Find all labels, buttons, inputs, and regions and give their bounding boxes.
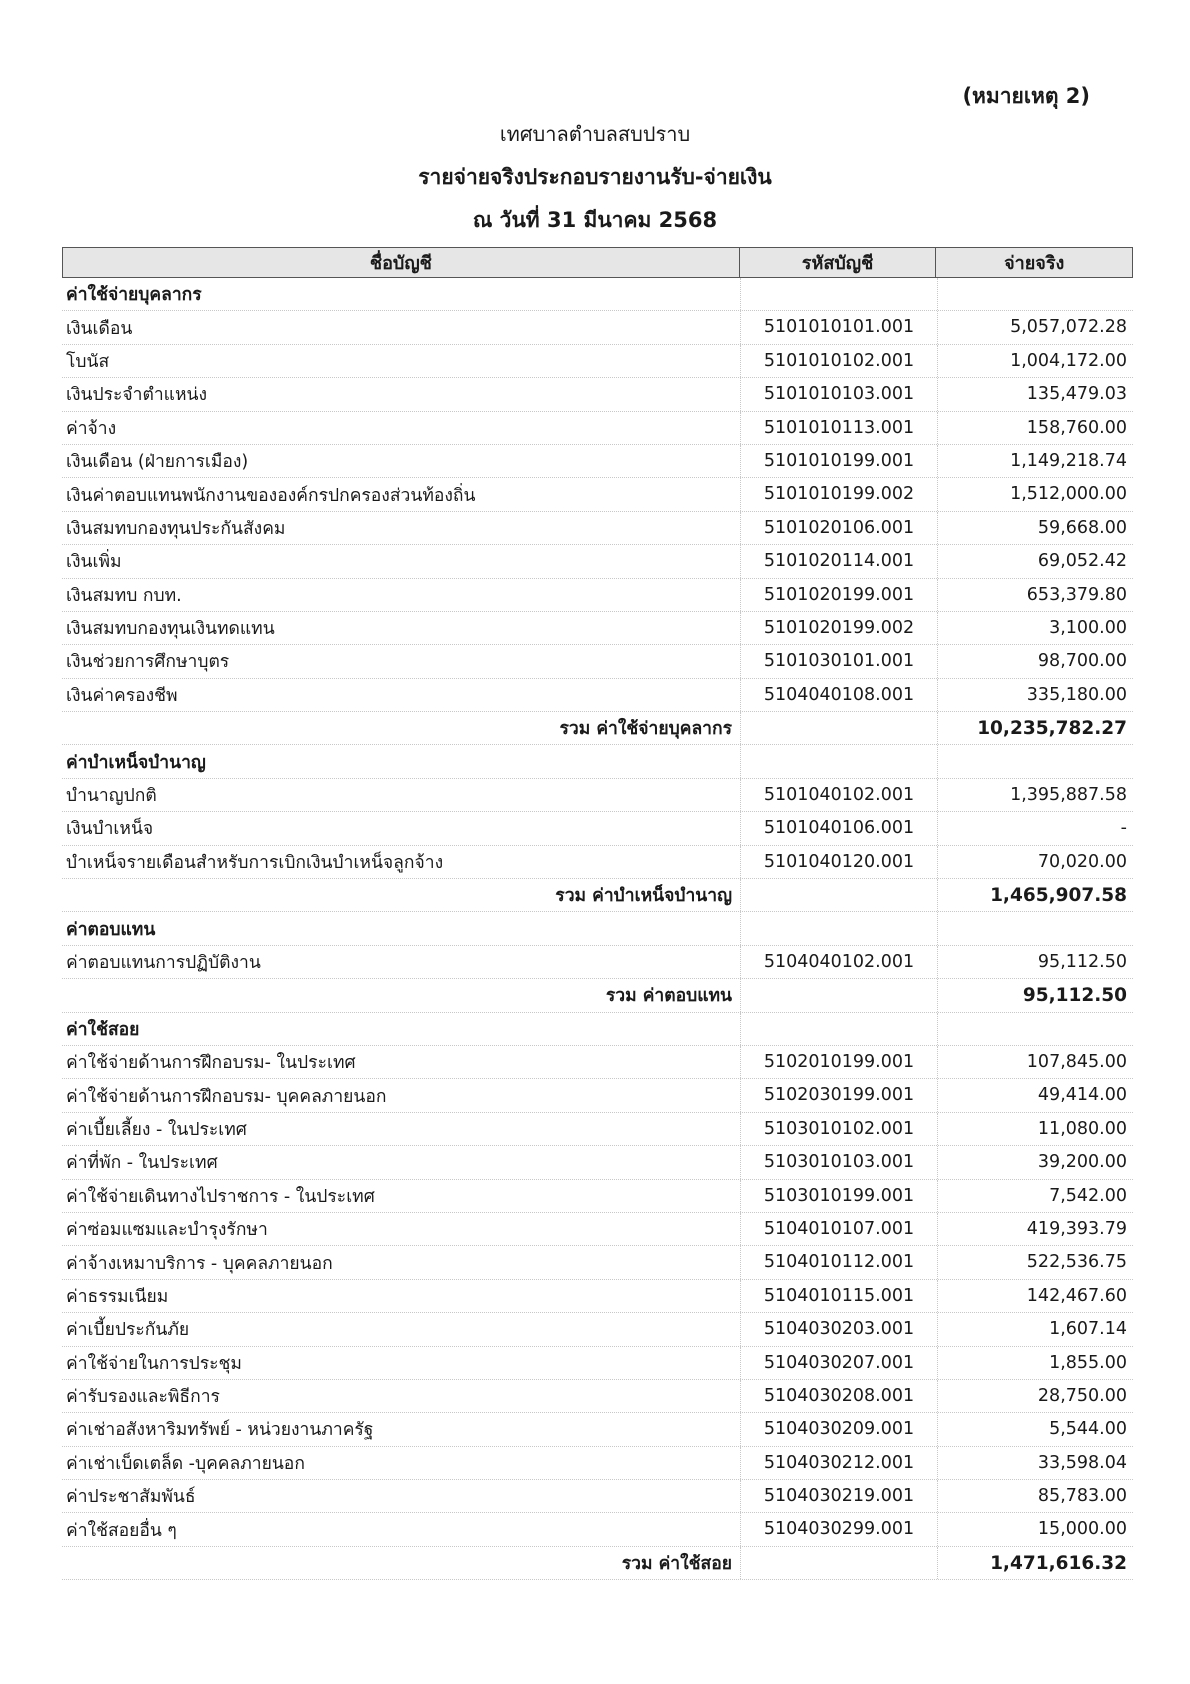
table-row	[62, 1180, 1133, 1213]
table-body	[62, 278, 1133, 1580]
account-name-cell: เงินสมทบกองทุนประกันสังคม	[66, 518, 286, 539]
account-name-cell: ค่าเบี้ยประกันภัย	[66, 1320, 190, 1341]
category-row	[62, 912, 1133, 945]
account-name-cell: ค่ารับรองและพิธีการ	[66, 1387, 220, 1408]
amount-cell: 1,465,907.58	[937, 879, 1133, 911]
amount-cell: 419,393.79	[937, 1213, 1133, 1245]
account-name-cell: ค่าเบี้ยเลี้ยง - ในประเทศ	[66, 1119, 247, 1140]
account-code-cell: 5101010113.001	[740, 412, 937, 444]
account-code-cell: 5103010103.001	[740, 1146, 937, 1178]
account-name-cell: บำนาญปกติ	[66, 786, 157, 807]
account-code-cell	[740, 745, 937, 777]
amount-cell: 5,544.00	[937, 1413, 1133, 1445]
table-row	[62, 1146, 1133, 1179]
account-name-cell: เงินบำเหน็จ	[66, 819, 154, 840]
amount-cell: 49,414.00	[937, 1079, 1133, 1111]
table-row	[62, 645, 1133, 678]
account-name-cell: ค่าซ่อมแซมและบำรุงรักษา	[66, 1220, 268, 1241]
account-code-cell: 5101020114.001	[740, 545, 937, 577]
account-code-cell: 5101040102.001	[740, 779, 937, 811]
account-name-cell: ค่าตอบแทน	[66, 919, 156, 940]
account-code-cell: 5104010115.001	[740, 1280, 937, 1312]
account-code-cell: 5104030209.001	[740, 1413, 937, 1445]
account-name-cell: เงินสมทบ กบท.	[66, 585, 182, 606]
table-row	[62, 478, 1133, 511]
amount-cell: -	[937, 812, 1133, 844]
amount-cell: 10,235,782.27	[937, 712, 1133, 744]
report-date: ณ วันที่ 31 มีนาคม 2568	[472, 208, 718, 232]
subtotal-row	[62, 979, 1133, 1012]
header-account-name: ชื่อบัญชี	[63, 248, 740, 277]
account-code-cell: 5101040106.001	[740, 812, 937, 844]
report-title: รายจ่ายจริงประกอบรายงานรับ-จ่ายเงิน	[418, 165, 772, 189]
amount-cell: 335,180.00	[937, 679, 1133, 711]
account-name-cell: เงินช่วยการศึกษาบุตร	[66, 652, 230, 673]
account-code-cell: 5101020199.001	[740, 579, 937, 611]
amount-cell: 28,750.00	[937, 1380, 1133, 1412]
account-name-cell: ค่าธรรมเนียม	[66, 1286, 169, 1307]
category-row	[62, 1013, 1133, 1046]
account-name-cell: เงินเดือน	[66, 318, 133, 339]
account-code-cell	[740, 912, 937, 944]
account-name-cell: เงินประจำตำแหน่ง	[66, 385, 207, 406]
subtotal-row	[62, 1547, 1133, 1580]
table-row	[62, 1413, 1133, 1446]
account-code-cell: 5104030208.001	[740, 1380, 937, 1412]
account-code-cell: 5104040108.001	[740, 679, 937, 711]
amount-cell: 59,668.00	[937, 512, 1133, 544]
amount-cell	[937, 278, 1133, 310]
account-code-cell: 5101010199.002	[740, 478, 937, 510]
account-code-cell: 5101020106.001	[740, 512, 937, 544]
amount-cell: 95,112.50	[937, 946, 1133, 978]
account-code-cell: 5104030207.001	[740, 1347, 937, 1379]
account-name-cell: ค่าใช้จ่ายด้านการฝึกอบรม- ในประเทศ	[66, 1053, 356, 1074]
account-code-cell: 5101040120.001	[740, 846, 937, 878]
amount-cell: 1,607.14	[937, 1313, 1133, 1345]
amount-cell: 95,112.50	[937, 979, 1133, 1011]
table-row	[62, 345, 1133, 378]
account-code-cell	[740, 879, 937, 911]
amount-cell: 11,080.00	[937, 1113, 1133, 1145]
table-row	[62, 512, 1133, 545]
table-row	[62, 1213, 1133, 1246]
account-code-cell: 5101010101.001	[740, 311, 937, 343]
table-row	[62, 378, 1133, 411]
account-name-cell: เงินสมทบกองทุนเงินทดแทน	[66, 619, 275, 640]
table-row	[62, 612, 1133, 645]
category-row	[62, 278, 1133, 311]
amount-cell: 158,760.00	[937, 412, 1133, 444]
amount-cell: 135,479.03	[937, 378, 1133, 410]
table-row	[62, 545, 1133, 578]
account-name-cell: ค่าใช้จ่ายบุคลากร	[66, 285, 202, 306]
table-row	[62, 311, 1133, 344]
table-row	[62, 1046, 1133, 1079]
table-row	[62, 779, 1133, 812]
account-name-cell: ค่าจ้าง	[66, 418, 117, 439]
organization-name: เทศบาลตำบลสบปราบ	[499, 122, 691, 146]
amount-cell: 1,471,616.32	[937, 1547, 1133, 1579]
amount-cell: 69,052.42	[937, 545, 1133, 577]
table-header	[62, 247, 1133, 278]
account-code-cell: 5103010102.001	[740, 1113, 937, 1145]
account-code-cell: 5101010199.001	[740, 445, 937, 477]
table-row	[62, 946, 1133, 979]
account-code-cell: 5102030199.001	[740, 1079, 937, 1111]
table-row	[62, 1313, 1133, 1346]
table-row	[62, 1113, 1133, 1146]
table-row	[62, 1513, 1133, 1546]
account-code-cell: 5104010107.001	[740, 1213, 937, 1245]
account-name-cell: รวม ค่าใช้จ่ายบุคลากร	[559, 719, 732, 740]
amount-cell	[937, 912, 1133, 944]
amount-cell: 142,467.60	[937, 1280, 1133, 1312]
account-name-cell: ค่าบำเหน็จบำนาญ	[66, 752, 206, 773]
table-row	[62, 1380, 1133, 1413]
account-name-cell: ค่าใช้สอย	[66, 1019, 140, 1040]
account-name-cell: รวม ค่าใช้สอย	[621, 1554, 732, 1575]
amount-cell: 7,542.00	[937, 1180, 1133, 1212]
amount-cell	[937, 745, 1133, 777]
account-name-cell: โบนัส	[66, 351, 110, 372]
table-row	[62, 846, 1133, 879]
amount-cell: 15,000.00	[937, 1513, 1133, 1545]
account-name-cell: เงินค่าตอบแทนพนักงานขององค์กรปกครองส่วนท้องถิ่น	[66, 485, 476, 506]
table-row	[62, 412, 1133, 445]
account-code-cell: 5101020199.002	[740, 612, 937, 644]
table-row	[62, 1347, 1133, 1380]
category-row	[62, 745, 1133, 778]
table-row	[62, 579, 1133, 612]
account-code-cell: 5103010199.001	[740, 1180, 937, 1212]
amount-cell: 33,598.04	[937, 1447, 1133, 1479]
amount-cell: 1,512,000.00	[937, 478, 1133, 510]
account-name-cell: รวม ค่าบำเหน็จบำนาญ	[555, 886, 732, 907]
amount-cell: 1,855.00	[937, 1347, 1133, 1379]
table-row	[62, 812, 1133, 845]
account-code-cell: 5104030219.001	[740, 1480, 937, 1512]
account-code-cell	[740, 712, 937, 744]
amount-cell: 70,020.00	[937, 846, 1133, 878]
account-name-cell: ค่าใช้จ่ายเดินทางไปราชการ - ในประเทศ	[66, 1186, 375, 1207]
account-code-cell: 5104040102.001	[740, 946, 937, 978]
account-code-cell: 5104030203.001	[740, 1313, 937, 1345]
amount-cell: 39,200.00	[937, 1146, 1133, 1178]
amount-cell: 1,004,172.00	[937, 345, 1133, 377]
amount-cell: 107,845.00	[937, 1046, 1133, 1078]
amount-cell: 98,700.00	[937, 645, 1133, 677]
header-account-code: รหัสบัญชี	[740, 248, 937, 277]
amount-cell: 522,536.75	[937, 1246, 1133, 1278]
account-name-cell: เงินค่าครองชีพ	[66, 685, 178, 706]
subtotal-row	[62, 879, 1133, 912]
expense-table	[62, 247, 1133, 1580]
account-name-cell: ค่าใช้สอยอื่น ๆ	[66, 1520, 177, 1541]
account-code-cell: 5101010102.001	[740, 345, 937, 377]
account-name-cell: บำเหน็จรายเดือนสำหรับการเบิกเงินบำเหน็จลูกจ้าง	[66, 852, 444, 873]
amount-cell: 85,783.00	[937, 1480, 1133, 1512]
account-name-cell: ค่าเช่าอสังหาริมทรัพย์ - หน่วยงานภาครัฐ	[66, 1420, 374, 1441]
amount-cell: 5,057,072.28	[937, 311, 1133, 343]
account-code-cell: 5104030299.001	[740, 1513, 937, 1545]
account-name-cell: เงินเพิ่ม	[66, 552, 122, 573]
amount-cell: 1,149,218.74	[937, 445, 1133, 477]
table-row	[62, 445, 1133, 478]
account-name-cell: รวม ค่าตอบแทน	[605, 986, 732, 1007]
account-code-cell: 5101010103.001	[740, 378, 937, 410]
table-row	[62, 1246, 1133, 1279]
account-code-cell: 5104010112.001	[740, 1246, 937, 1278]
amount-cell: 653,379.80	[937, 579, 1133, 611]
account-name-cell: ค่าจ้างเหมาบริการ - บุคคลภายนอก	[66, 1253, 333, 1274]
amount-cell: 3,100.00	[937, 612, 1133, 644]
table-row	[62, 679, 1133, 712]
table-row	[62, 1280, 1133, 1313]
account-code-cell	[740, 1013, 937, 1045]
account-code-cell: 5104030212.001	[740, 1447, 937, 1479]
account-name-cell: เงินเดือน (ฝ่ายการเมือง)	[66, 452, 249, 473]
account-code-cell	[740, 979, 937, 1011]
table-row	[62, 1480, 1133, 1513]
header-actual-amount: จ่ายจริง	[1004, 253, 1065, 274]
table-row	[62, 1079, 1133, 1112]
subtotal-row	[62, 712, 1133, 745]
account-name-cell: ค่าประชาสัมพันธ์	[66, 1487, 196, 1508]
account-name-cell: ค่าใช้จ่ายในการประชุม	[66, 1353, 242, 1374]
account-name-cell: ค่าที่พัก - ในประเทศ	[66, 1153, 218, 1174]
account-code-cell: 5102010199.001	[740, 1046, 937, 1078]
amount-cell	[937, 1013, 1133, 1045]
amount-cell: 1,395,887.58	[937, 779, 1133, 811]
account-name-cell: ค่าตอบแทนการปฏิบัติงาน	[66, 953, 261, 973]
account-code-cell: 5101030101.001	[740, 645, 937, 677]
table-row	[62, 1447, 1133, 1480]
account-code-cell	[740, 278, 937, 310]
account-name-cell: ค่าใช้จ่ายด้านการฝึกอบรม- บุคคลภายนอก	[66, 1086, 387, 1107]
account-code-cell	[740, 1547, 937, 1579]
account-name-cell: ค่าเช่าเบ็ดเตล็ด -บุคคลภายนอก	[66, 1453, 305, 1474]
note-label: (หมายเหตุ 2)	[962, 84, 1090, 108]
